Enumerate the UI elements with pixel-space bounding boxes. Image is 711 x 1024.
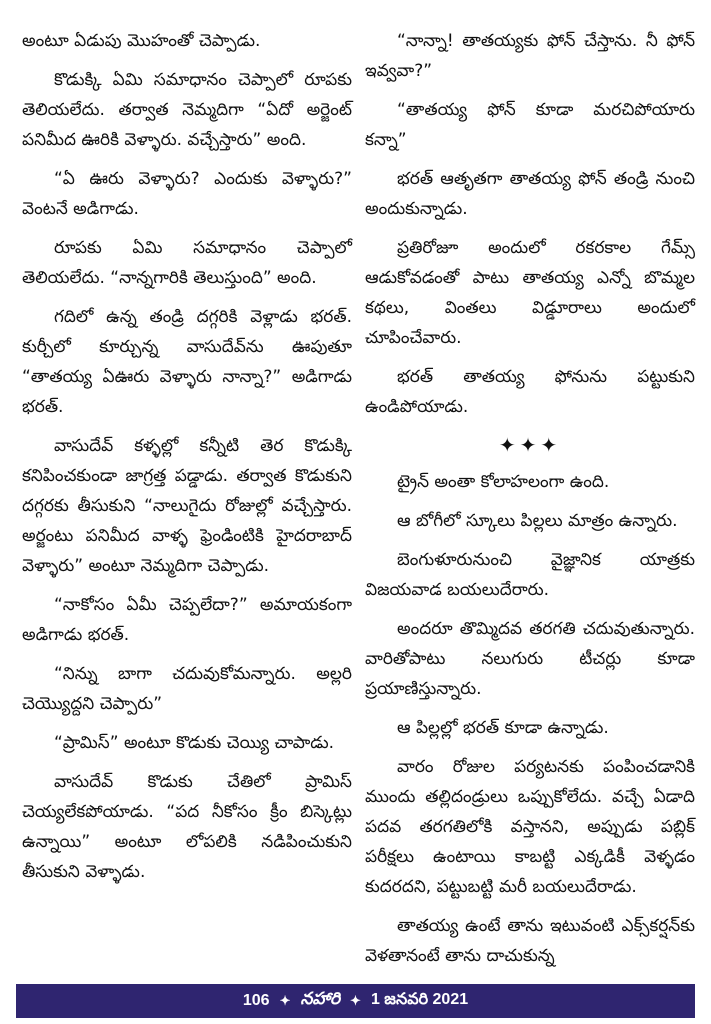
paragraph: భరత్ తాతయ్య ఫోనును పట్టుకుని ఉండిపోయాడు. bbox=[365, 367, 695, 417]
paragraph: గదిలో ఉన్న తండ్రి దగ్గరికి వెళ్లాడు భరత్. కుర్చీలో కూర్చున్న వాసుదేవ్‌ను ఊపుతూ “తాతయ్య ఏఊరు వెళ్ళారు నాన్నా?” అడిగాడు భరత్. bbox=[22, 307, 352, 417]
paragraph: ఆ బోగీలో స్కూలు పిల్లలు మాత్రం ఉన్నారు. bbox=[397, 511, 678, 531]
paragraph: భరత్ ఆతృతగా తాతయ్య ఫోన్ తండ్రి నుంచి అందుకున్నాడు. bbox=[365, 169, 695, 219]
section-separator: ✦✦✦ bbox=[498, 433, 562, 457]
paragraph: “తాతయ్య ఫోన్ కూడా మరచిపోయారు కన్నా” bbox=[365, 100, 695, 150]
paragraph: “ఏ ఊరు వెళ్ళారు? ఎందుకు వెళ్ళారు?” వెంటనే అడిగాడు. bbox=[22, 169, 352, 219]
paragraph: “నాన్నా! తాతయ్యకు ఫోన్ చేస్తాను. నీ ఫోన్ ఇవ్వవా?” bbox=[365, 31, 695, 81]
paragraph: బెంగుళూరునుంచి వైజ్ఞానిక యాత్రకు విజయవాడ బయలుదేరారు. bbox=[365, 550, 695, 600]
page-footer bbox=[16, 984, 695, 1018]
paragraph: కొడుక్కి ఏమి సమాధానం చెప్పాలో రూపకు తెలియలేదు. తర్వాత నెమ్మదిగా “ఏదో అర్జెంట్ పనిమీద ఊరికి వెళ్ళారు. వచ్చేస్తారు” అంది. bbox=[22, 70, 352, 150]
issue-date: 1 జనవరి 2021 bbox=[370, 991, 469, 1008]
right-column bbox=[365, 26, 695, 980]
star-icon: ✦ bbox=[279, 993, 291, 1008]
paragraph: అంటూ ఏడుపు మొహంతో చెప్పాడు. bbox=[22, 31, 261, 51]
paragraph: వారం రోజుల పర్యటనకు పంపించడానికి ముందు తల్లిదండ్రులు ఒప్పుకోలేదు. వచ్చే ఏడాది పదవ తరగతిలోకి వస్తానని, అప్పుడు పబ్లిక్ పరీక్షలు ఉంటాయి కాబట్టి ఎక్కడికీ వెళ్ళడం కుదరదని, పట్టుబట్టి మరీ బయలుదేరాడు. bbox=[365, 757, 695, 897]
paragraph: అందరూ తొమ్మిదవ తరగతి చదువుతున్నారు. వారితోపాటు నలుగురు టీచర్లు కూడా ప్రయాణిస్తున్నారు. bbox=[365, 619, 695, 699]
page-number: 106 bbox=[242, 992, 270, 1009]
paragraph: ట్రైన్ అంతా కోలాహలంగా ఉంది. bbox=[397, 472, 610, 492]
paragraph: “నిన్ను బాగా చదువుకోమన్నారు. అల్లరి చెయ్యొద్దని చెప్పారు” bbox=[22, 664, 352, 714]
left-column bbox=[22, 26, 352, 896]
star-icon: ✦ bbox=[350, 993, 361, 1008]
paragraph: “నాకోసం ఏమీ చెప్పలేదా?” అమాయకంగా అడిగాడు భరత్. bbox=[22, 595, 352, 645]
magazine-name: నహారి bbox=[300, 989, 341, 1008]
paragraph: వాసుదేవ్ కళ్ళల్లో కన్నీటి తెర కొడుక్కి కనిపించకుండా జాగ్రత్త పడ్డాడు. తర్వాత కొడుకుని దగ్గరకు తీసుకుని “నాలుగైదు రోజుల్లో వచ్చేస్తారు. అర్జంటు పనిమీద వాళ్ళ ఫ్రెండింటికి హైదరాబాద్ వెళ్ళారు” అంటూ నెమ్మదిగా చెప్పాడు. bbox=[22, 436, 352, 576]
paragraph: ఆ పిల్లల్లో భరత్ కూడా ఉన్నాడు. bbox=[397, 718, 609, 738]
paragraph: వాసుదేవ్ కొడుకు చేతిలో ప్రామిస్ చెయ్యలేకపోయాడు. “పద నీకోసం క్రీం బిస్కెట్లు ఉన్నాయి” అంటూ లోపలికి నడిపించుకుని తీసుకుని వెళ్ళాడు. bbox=[22, 772, 352, 882]
paragraph: ప్రతిరోజూ అందులో రకరకాల గేమ్స్ ఆడుకోవడంతో పాటు తాతయ్య ఎన్నో బొమ్మల కథలు, వింతలు విడ్డూరాలు అందులో చూపించేవారు. bbox=[365, 238, 695, 348]
paragraph: “ప్రామిస్” అంటూ కొడుకు చెయ్యి చాపాడు. bbox=[54, 733, 335, 753]
paragraph: రూపకు ఏమి సమాధానం చెప్పాలో తెలియలేదు. “నాన్నగారికి తెలుస్తుంది” అంది. bbox=[22, 238, 352, 288]
paragraph: తాతయ్య ఉంటే తాను ఇటువంటి ఎక్స్‌కర్షన్‌కు వెళతానంటే తాను దాచుకున్న bbox=[365, 916, 695, 966]
